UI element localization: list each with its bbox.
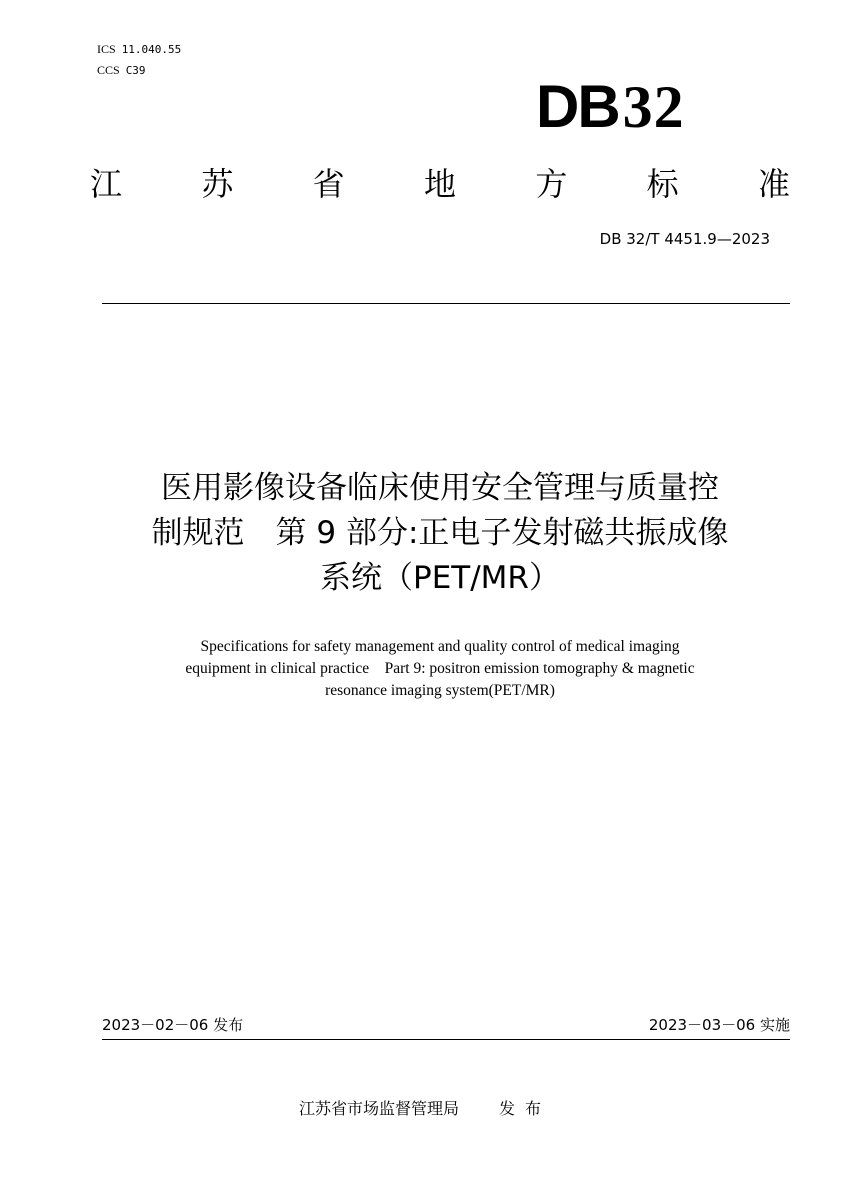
logo-number: 32 <box>622 74 685 140</box>
ics-label: ICS <box>97 42 116 56</box>
issuer-line <box>0 1098 850 1120</box>
implement-date: 2023－03－06 实施 <box>648 1016 790 1034</box>
standard-type-char: 省 <box>312 165 345 203</box>
standard-type-char: 苏 <box>201 165 234 203</box>
ccs-value: C39 <box>125 64 146 77</box>
issuer-name: 江苏省市场监督管理局 <box>298 1099 459 1118</box>
standard-type-char: 地 <box>423 165 456 203</box>
logo-db: DB <box>536 73 619 140</box>
title-cn-line: 系统（PET/MR） <box>320 560 560 596</box>
title-en-line: resonance imaging system(PET/MR) <box>325 682 555 699</box>
ics-line <box>97 42 181 57</box>
title-en-line: Specifications for safety management and quality control of medical imaging <box>200 638 680 655</box>
standard-type-char: 方 <box>535 165 568 203</box>
title-cn-line: 医用影像设备临床使用安全管理与质量控 <box>161 470 719 506</box>
ics-value: 11.040.55 <box>121 43 182 56</box>
standard-code: DB 32/T 4451.9—2023 <box>599 230 770 248</box>
db32-logo <box>536 73 685 140</box>
standard-type-char: 标 <box>646 165 679 203</box>
ccs-label: CCS <box>97 63 120 77</box>
standard-type-char: 准 <box>757 165 790 203</box>
top-divider <box>102 303 790 304</box>
standard-type-char: 江 <box>90 165 123 203</box>
title-en-line: equipment in clinical practice Part 9: positron emission tomography & magnetic <box>185 660 695 677</box>
standard-type-heading <box>90 162 790 206</box>
bottom-divider <box>102 1039 790 1040</box>
publish-date: 2023－02－06 发布 <box>102 1016 244 1034</box>
issuer-action: 发布 <box>499 1099 552 1118</box>
title-english <box>90 636 790 702</box>
title-chinese <box>90 466 790 601</box>
title-cn-line: 制规范 第 9 部分:正电子发射磁共振成像 <box>151 515 729 551</box>
ccs-line <box>97 63 146 78</box>
